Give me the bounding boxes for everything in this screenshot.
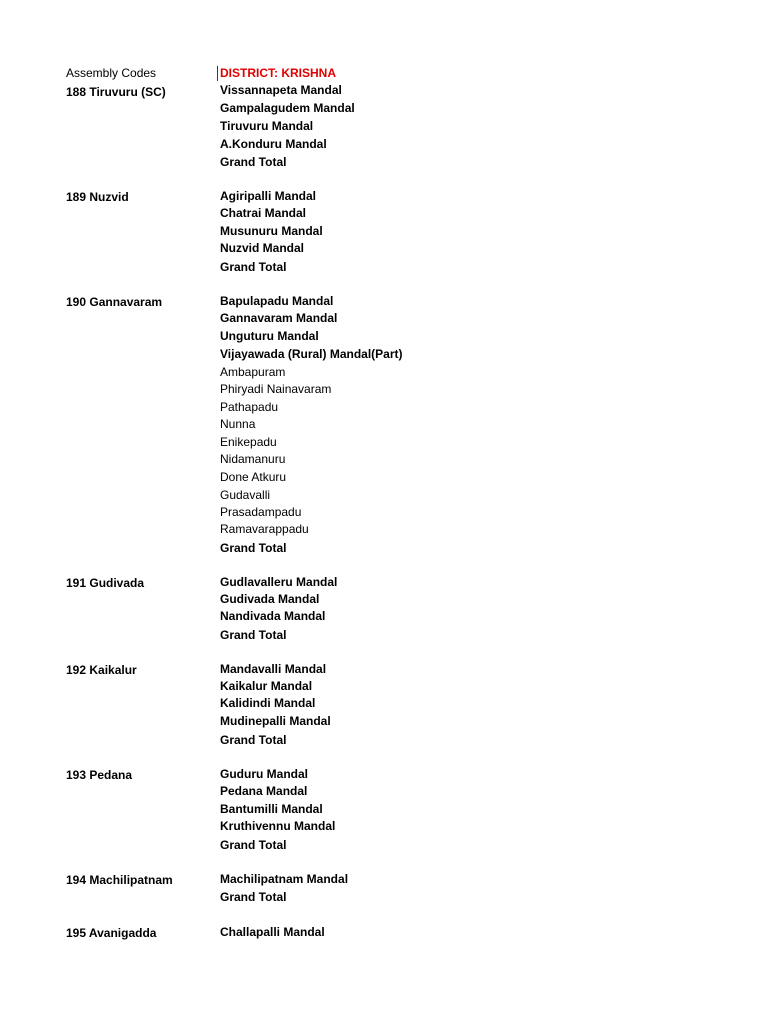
- village-item: Enikepadu: [220, 435, 277, 449]
- mandal-item: Gannavaram Mandal: [220, 311, 338, 325]
- grand-total: Grand Total: [220, 260, 287, 274]
- mandal-item: Tiruvuru Mandal: [220, 119, 314, 133]
- mandal-item: Gudlavalleru Mandal: [220, 575, 338, 589]
- mandal-item: Bantumilli Mandal: [220, 802, 323, 816]
- mandal-item: Agiripalli Mandal: [220, 189, 317, 203]
- assembly-code-194: 194 Machilipatnam: [66, 873, 173, 887]
- mandal-item: Machilipatnam Mandal: [220, 872, 349, 886]
- mandal-item: Challapalli Mandal: [220, 925, 325, 939]
- mandal-item: Kaikalur Mandal: [220, 679, 313, 693]
- mandal-item: Vissannapeta Mandal: [220, 83, 342, 97]
- mandal-item: Pedana Mandal: [220, 784, 308, 798]
- village-item: Ramavarappadu: [220, 522, 309, 536]
- mandal-item: Gampalagudem Mandal: [220, 101, 355, 115]
- mandal-item: Mandavalli Mandal: [220, 662, 327, 676]
- grand-total: Grand Total: [220, 733, 287, 747]
- assembly-code-195: 195 Avanigadda: [66, 926, 157, 940]
- assembly-code-188: 188 Tiruvuru (SC): [66, 85, 166, 99]
- assembly-code-189: 189 Nuzvid: [66, 190, 129, 204]
- village-item: Phiryadi Nainavaram: [220, 382, 332, 396]
- mandal-item: Kalidindi Mandal: [220, 696, 316, 710]
- mandal-item: Unguturu Mandal: [220, 329, 319, 343]
- village-item: Nunna: [220, 417, 256, 431]
- grand-total: Grand Total: [220, 890, 287, 904]
- mandal-item: Bapulapadu Mandal: [220, 294, 334, 308]
- mandal-item: Nuzvid Mandal: [220, 241, 305, 255]
- mandal-item: Musunuru Mandal: [220, 224, 323, 238]
- mandal-item: Gudivada Mandal: [220, 592, 320, 606]
- sub-mandal-heading: Vijayawada (Rural) Mandal(Part): [220, 347, 403, 361]
- assembly-codes-header: Assembly Codes: [66, 66, 157, 80]
- village-item: Pathapadu: [220, 400, 279, 414]
- village-item: Gudavalli: [220, 488, 271, 502]
- village-item: Prasadampadu: [220, 505, 302, 519]
- grand-total: Grand Total: [220, 838, 287, 852]
- mandal-item: A.Konduru Mandal: [220, 137, 327, 151]
- assembly-code-193: 193 Pedana: [66, 768, 133, 782]
- village-item: Ambapuram: [220, 365, 286, 379]
- village-item: Nidamanuru: [220, 452, 286, 466]
- mandal-item: Guduru Mandal: [220, 767, 308, 781]
- assembly-code-192: 192 Kaikalur: [66, 663, 137, 677]
- grand-total: Grand Total: [220, 628, 287, 642]
- assembly-code-191: 191 Gudivada: [66, 576, 145, 590]
- assembly-code-190: 190 Gannavaram: [66, 295, 163, 309]
- village-item: Done Atkuru: [220, 470, 287, 484]
- mandal-item: Chatrai Mandal: [220, 206, 307, 220]
- mandal-item: Mudinepalli Mandal: [220, 714, 331, 728]
- grand-total: Grand Total: [220, 541, 287, 555]
- mandal-item: Kruthivennu Mandal: [220, 819, 336, 833]
- text-cursor: [217, 66, 218, 81]
- mandal-item: Nandivada Mandal: [220, 609, 326, 623]
- district-header: DISTRICT: KRISHNA: [220, 66, 336, 80]
- grand-total: Grand Total: [220, 155, 287, 169]
